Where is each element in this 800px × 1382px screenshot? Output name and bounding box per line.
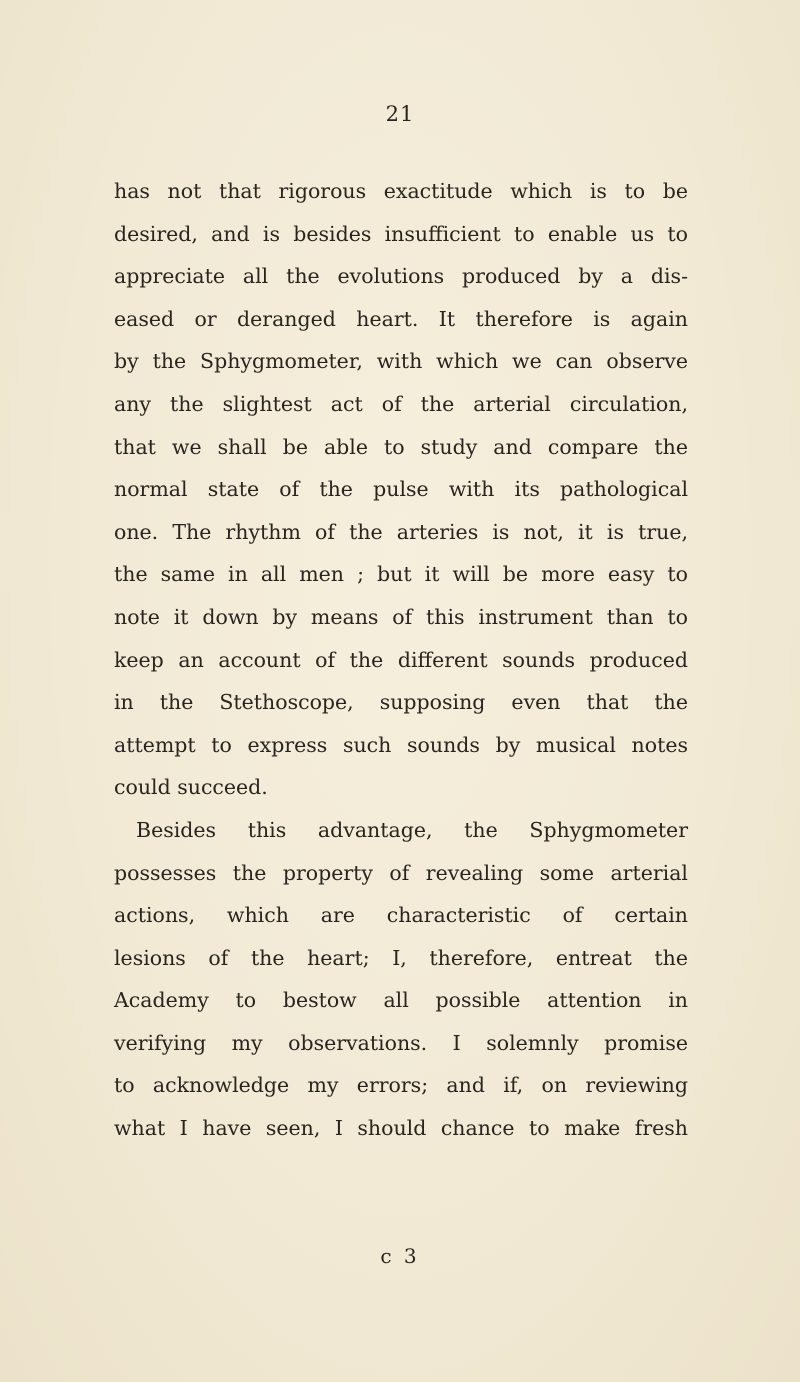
text-line: verifying my observations. I solemnly promise xyxy=(114,1030,688,1055)
text-line: appreciate all the evolutions produced by a dis- xyxy=(114,264,688,289)
text-line: any the slightest act of the arterial circulation, xyxy=(114,391,688,416)
text-line: actions, which are characteristic of certain xyxy=(114,903,688,928)
text-line: note it down by means of this instrument than to xyxy=(114,604,688,629)
text-line: that we shall be able to study and compare the xyxy=(114,434,688,459)
text-line: could succeed. xyxy=(114,775,268,800)
body-text xyxy=(114,170,688,1150)
text-line: one. The rhythm of the arteries is not, it is true, xyxy=(114,519,688,544)
text-line: eased or deranged heart. It therefore is again xyxy=(114,306,688,331)
text-line: to acknowledge my errors; and if, on reviewing xyxy=(114,1073,688,1098)
text-line: in the Stethoscope, supposing even that the xyxy=(114,690,688,715)
text-line: normal state of the pulse with its pathological xyxy=(114,477,688,502)
text-line: Academy to bestow all possible attention in xyxy=(114,988,688,1013)
text-line: lesions of the heart; I, therefore, entreat the xyxy=(114,945,688,970)
text-line: the same in all men ; but it will be more easy to xyxy=(114,562,688,587)
text-line: what I have seen, I should chance to make fresh xyxy=(114,1116,688,1141)
text-line: attempt to express such sounds by musical notes xyxy=(114,732,688,757)
text-line: possesses the property of revealing some arterial xyxy=(114,860,688,885)
text-line: has not that rigorous exactitude which is to be xyxy=(114,179,688,203)
page-number: 21 xyxy=(385,102,415,126)
signature-mark: c 3 xyxy=(380,1244,420,1268)
text-line: Besides this advantage, the Sphygmometer xyxy=(136,817,688,842)
text-line: keep an account of the different sounds produced xyxy=(114,647,688,672)
text-line: desired, and is besides insufficient to enable us to xyxy=(114,221,688,246)
text-line: by the Sphygmometer, with which we can observe xyxy=(114,349,688,374)
